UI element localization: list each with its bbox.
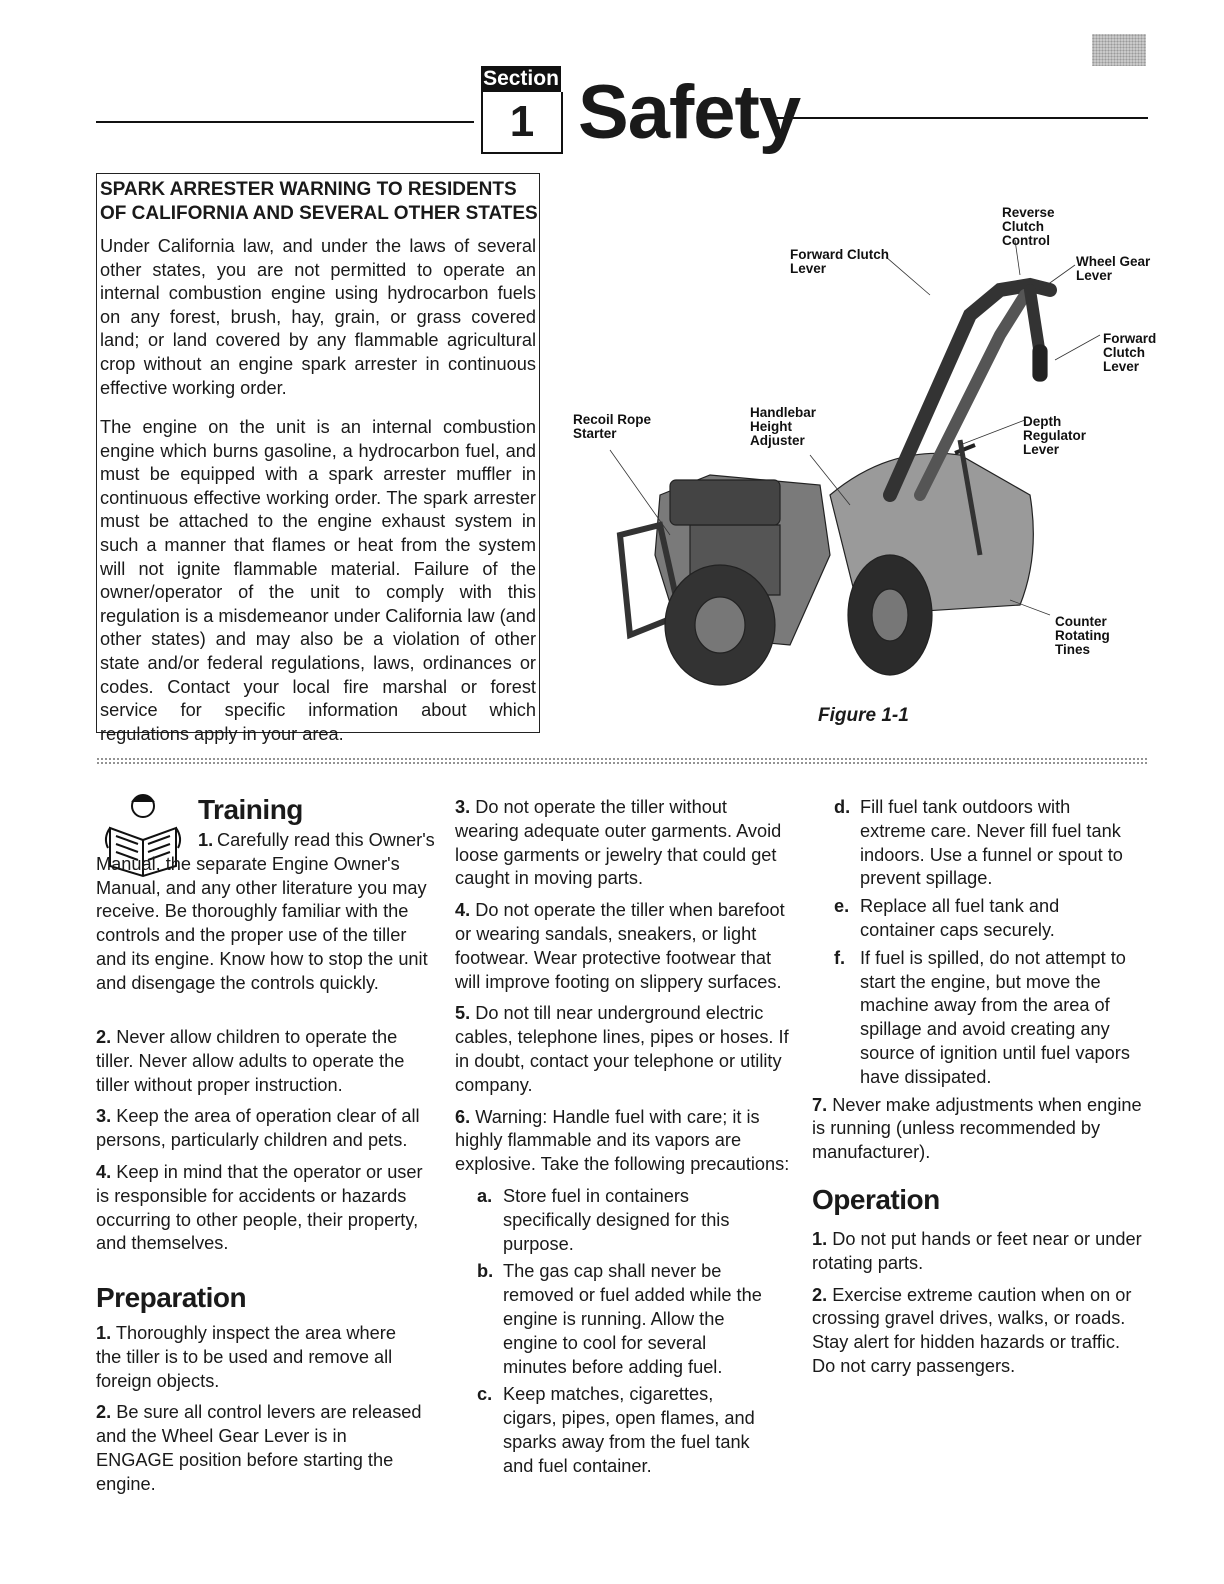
section-divider (96, 757, 1148, 765)
label-wheel-gear-lever: Wheel Gear Lever (1076, 254, 1151, 283)
list-item: 1. Thoroughly inspect the area where the tiller is to be used and remove all foreign objects. (96, 1323, 396, 1391)
list-item: 3. Do not operate the tiller without wearing adequate outer garments. Avoid loose garments or jewelry that could get caught in moving parts. (455, 797, 782, 889)
sub-item-b: b. The gas cap shall never be removed or fuel added while the engine is running. Allow the engine to cool for several minutes before adding fuel. (477, 1261, 762, 1377)
sub-item-f: f. If fuel is spilled, do not attempt to start the engine, but move the machine away from the area of spillage and avoid creating any source of ignition until fuel vapors have dissipated. (834, 947, 1130, 1087)
item-number: 1. (198, 830, 214, 850)
header-rule-left (96, 121, 474, 123)
list-item: 2. Be sure all control levers are released and the Wheel Gear Lever is in ENGAGE position before starting the engine. (96, 1402, 422, 1494)
list-item: 5. Do not till near underground electric cables, telephone lines, pipes or hoses. If in doubt, contact your telephone or utility company. (455, 1003, 789, 1095)
sub-item-a: a. Store fuel in containers specifically designed for this purpose. (477, 1185, 730, 1254)
figure-caption: Figure 1-1 (818, 705, 909, 726)
list-item: 7. Never make adjustments when engine is running (unless recommended by manufacturer). (812, 1094, 1142, 1163)
list-item: 3. Keep the area of operation clear of all persons, particularly children and pets. (96, 1106, 420, 1151)
preparation-heading: Preparation (96, 1282, 247, 1313)
training-list (96, 1026, 430, 1264)
warning-paragraph-2: The engine on the unit is an internal combustion engine which burns gasoline, a hydrocarbon fuel, and must be equipped with a spark arrester muffler in continuous effective working order. The spark arrester must be attached to the engine exhaust system in such a manner that flames or heat from the system will not ignite flammable material. Failure of the owner/operator of the unit to comply with this regulation is a misdemeanor under California law (and other states) and may also be a violation of other state and/or federal regulations, laws, ordinances or codes. Contact your local fire marshal or forest service for specific information about which regulations apply in your area. (100, 417, 536, 744)
list-item: 4. Do not operate the tiller when barefoot or wearing sandals, sneakers, or light footwear. Wear protective footwear that will improve footing on slippery surfaces. (455, 900, 785, 992)
list-item: 2. Exercise extreme caution when on or crossing gravel drives, walks, or roads. Stay alert for hidden hazards or traffic. Do not carry passengers. (812, 1284, 1132, 1376)
preparation-list-col1 (96, 1322, 426, 1505)
list-item: 1. Do not put hands or feet near or under rotating parts. (812, 1229, 1142, 1273)
label-reverse-clutch-control: Reverse Clutch Control (1002, 205, 1055, 248)
preparation-list-col3 (812, 796, 1148, 1173)
sub-item-c: c. Keep matches, cigarettes, cigars, pipes, open flames, and sparks away from the fuel tank and fuel container. (477, 1384, 755, 1476)
sub-item-e: e. Replace all fuel tank and container caps securely. (834, 896, 1060, 940)
training-item-1 (96, 829, 438, 996)
label-forward-clutch-lever-right: Forward Clutch Lever (1103, 331, 1157, 374)
training-heading: Training (198, 794, 303, 825)
page-title: Safety (578, 70, 801, 155)
corner-tab-marker (1092, 34, 1146, 66)
preparation-list-col2 (455, 796, 791, 1483)
header-rule-right (770, 117, 1148, 119)
list-item: 2. Never allow children to operate the tiller. Never allow adults to operate the tiller without proper instruction. (96, 1027, 405, 1095)
handle-grip (1033, 345, 1047, 381)
training-item-1-text: Carefully read this Owner's Manual, the separate Engine Owner's Manual, and any other literature you may receive. Be thoroughly familiar with the controls and the proper use of the tiller and its engine. Know how to stop the unit and disengage the controls quickly. (96, 830, 435, 993)
list-item: 4. Keep in mind that the operator or user is responsible for accidents or hazards occurring to other people, their property, and themselves. (96, 1161, 423, 1254)
operation-heading: Operation (812, 1184, 940, 1215)
sub-item-d: d. Fill fuel tank outdoors with extreme care. Never fill fuel tank indoors. Use a funnel or spout to prevent spillage. (834, 797, 1123, 889)
warning-title: SPARK ARRESTER WARNING TO RESIDENTS OF CALIFORNIA AND SEVERAL OTHER STATES (100, 179, 538, 224)
label-counter-rotating-tines: Counter Rotating Tines (1055, 614, 1110, 657)
section-label: Section (481, 66, 561, 92)
label-depth-regulator-lever: Depth Regulator Lever (1023, 414, 1087, 457)
label-recoil-rope-starter: Recoil Rope Starter (573, 412, 652, 441)
label-forward-clutch-lever-left: Forward Clutch Lever (790, 247, 890, 276)
warning-paragraph-1: Under California law, and under the laws of several other states, you are not permitted to operate an internal combustion engine using hydrocarbon fuels on any forest, brush, hay, grain, or grass covered land; or land covered by any flammable agricultural crop without an engine spark arrester in continuous effective working order. (100, 236, 536, 398)
fuel-tank (670, 480, 780, 525)
label-handlebar-height-adjuster: Handlebar Height Adjuster (750, 405, 817, 448)
section-number: 1 (481, 92, 563, 154)
operation-list (812, 1228, 1148, 1387)
list-item: 6. Warning: Handle fuel with care; it is highly flammable and its vapors are explosive. Take the following precautions: (455, 1106, 790, 1175)
